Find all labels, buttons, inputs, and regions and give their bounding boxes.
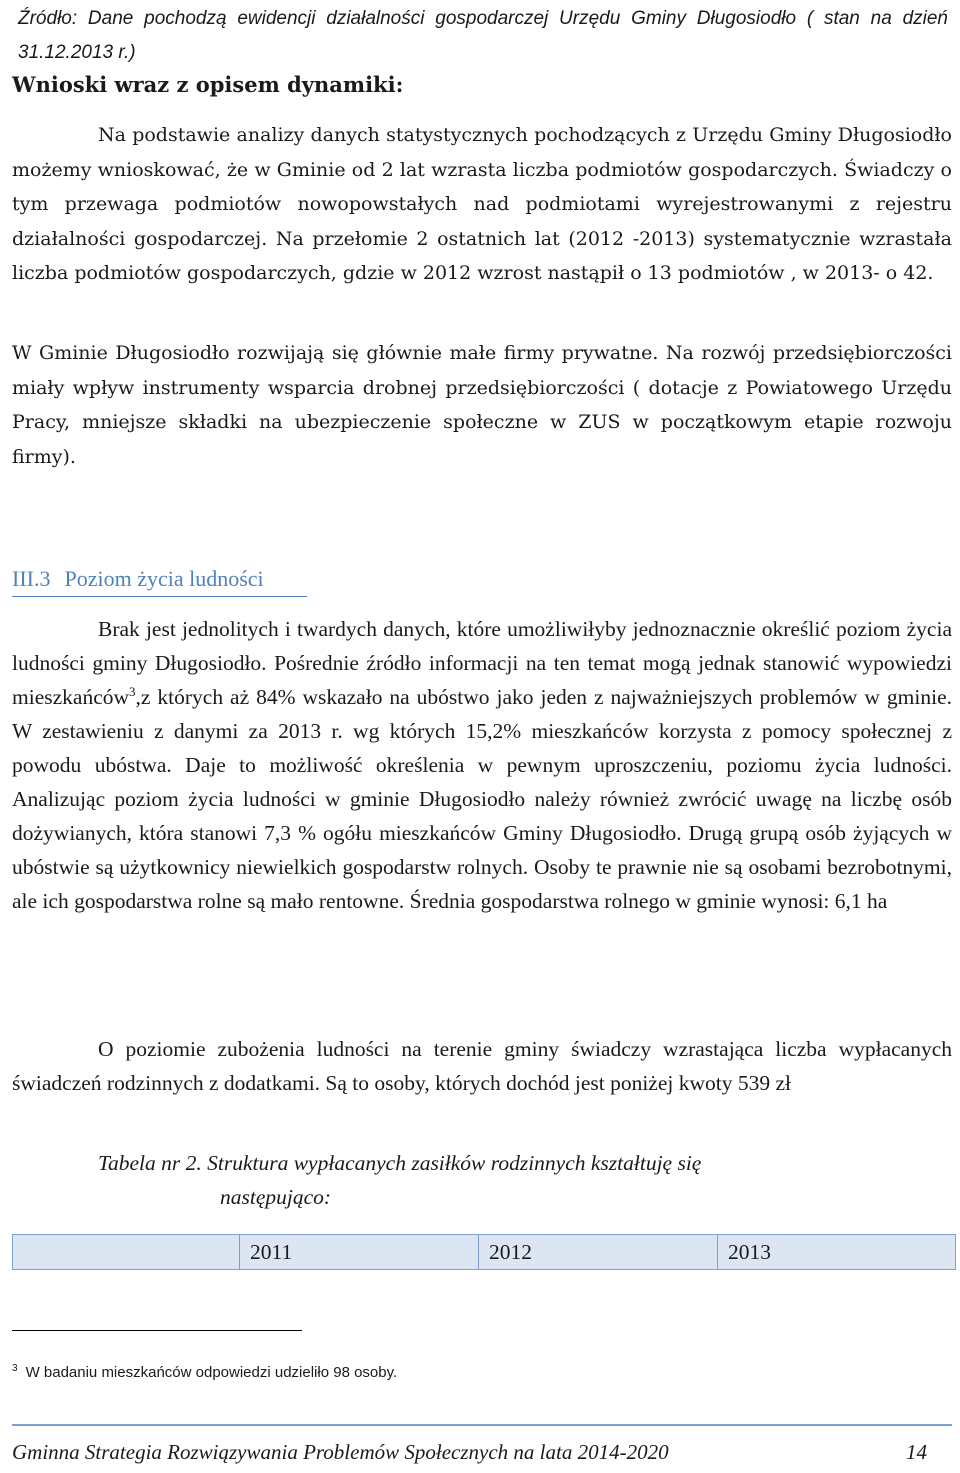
page-number: 14 — [906, 1440, 927, 1464]
paragraph-small-firms-text: W Gminie Długosiodło rozwijają się głównie małe firmy prywatne. Na rozwój przedsiębiorczości miały wpływ instrumenty wsparcia drobnej przedsiębiorczości ( dotacje z Powiatowego Urzędu Pracy, mniejsze składki na ubezpieczenie społeczne w ZUS w początkowym etapie rozwoju firmy). — [12, 342, 952, 468]
table-caption — [98, 1146, 858, 1214]
conclusions-heading: Wnioski wraz z opisem dynamiki: — [12, 72, 404, 97]
section-title: Poziom życia ludności — [64, 566, 264, 591]
benefits-table — [12, 1234, 956, 1270]
paragraph-living-standard-text-a: Brak jest jednolitych i twardych danych, które umożliwiłyby jednoznacznie określić poziom życia ludności gminy Długosiodło. Pośrednie źródło informacji na ten temat mogą jednak stanowić wypowiedzi mieszkańców — [12, 617, 952, 709]
paragraph-small-firms — [12, 336, 952, 474]
footnote-text: W badaniu mieszkańców odpowiedzi udzieliło 98 osoby. — [25, 1364, 398, 1381]
table-header-year-2012: 2012 — [479, 1235, 718, 1270]
footer-title: Gminna Strategia Rozwiązywania Problemów Społecznych na lata 2014-2020 — [12, 1440, 669, 1464]
footnote-reference[interactable]: 3 — [129, 683, 136, 699]
footnote — [12, 1364, 397, 1381]
table-header-year-2011: 2011 — [240, 1235, 479, 1270]
source-note: Źródło: Dane pochodzą ewidencji działalności gospodarczej Urzędu Gminy Długosiodło ( stan na dzień 31.12.2013 r.) — [18, 8, 948, 63]
paragraph-impoverishment — [12, 1032, 952, 1100]
footnote-separator — [12, 1330, 302, 1331]
section-number: III.3 — [12, 566, 51, 591]
paragraph-living-standard — [12, 612, 952, 918]
table-caption-line1: Tabela nr 2. Struktura wypłacanych zasiłków rodzinnych kształtuję się — [98, 1151, 702, 1175]
paragraph-impoverishment-text: O poziomie zubożenia ludności na terenie gminy świadczy wzrastająca liczba wypłacanych świadczeń rodzinnych z dodatkami. Są to osoby, których dochód jest poniżej kwoty 539 zł — [12, 1037, 952, 1095]
footnote-marker: 3 — [12, 1363, 18, 1374]
table-header-row — [13, 1235, 956, 1270]
section-underline — [12, 596, 307, 597]
paragraph-dynamics-text: Na podstawie analizy danych statystycznych pochodzących z Urzędu Gminy Długosiodło możemy wnioskować, że w Gminie od 2 lat wzrasta liczba podmiotów gospodarczych. Świadczy o tym przewaga podmiotów nowopowstałych nad podmiotami wyrejestrowanymi z rejestru działalności gospodarczej. Na przełomie 2 ostatnich lat (2012 -2013) systematycznie wzrastała liczba podmiotów gospodarczych, gdzie w 2012 wzrost nastąpił o 13 podmiotów , w 2013- o 42. — [12, 124, 952, 284]
page-footer — [12, 1440, 927, 1465]
paragraph-living-standard-text-b: ,z których aż 84% wskazało na ubóstwo jako jeden z najważniejszych problemów w gminie. W zestawieniu z danymi za 2013 r. wg których 15,2% mieszkańców korzysta z pomocy społecznej z powodu ubóstwa. Daje to możliwość określenia w pewnym uproszczeniu, poziomu życia ludności. Analizując poziom życia ludności w gminie Długosiodło należy również zwrócić uwagę na liczbę osób dożywianych, która stanowi 7,3 % ogółu mieszkańców Gminy Długosiodło. Drugą grupą osób żyjących w ubóstwie są użytkownicy niewielkich gospodarstw rolnych. Osoby te prawnie nie są osobami bezrobotnymi, ale ich gospodarstwa rolne są mało rentowne. Średnia gospodarstwa rolnego w gminie wynosi: 6,1 ha — [12, 685, 952, 913]
table-header-year-2013: 2013 — [718, 1235, 956, 1270]
table-header-empty-cell — [13, 1235, 240, 1270]
table-caption-line2: następująco: — [220, 1185, 332, 1209]
footer-rule — [12, 1424, 952, 1426]
paragraph-dynamics — [12, 118, 952, 291]
section-heading — [12, 566, 264, 592]
